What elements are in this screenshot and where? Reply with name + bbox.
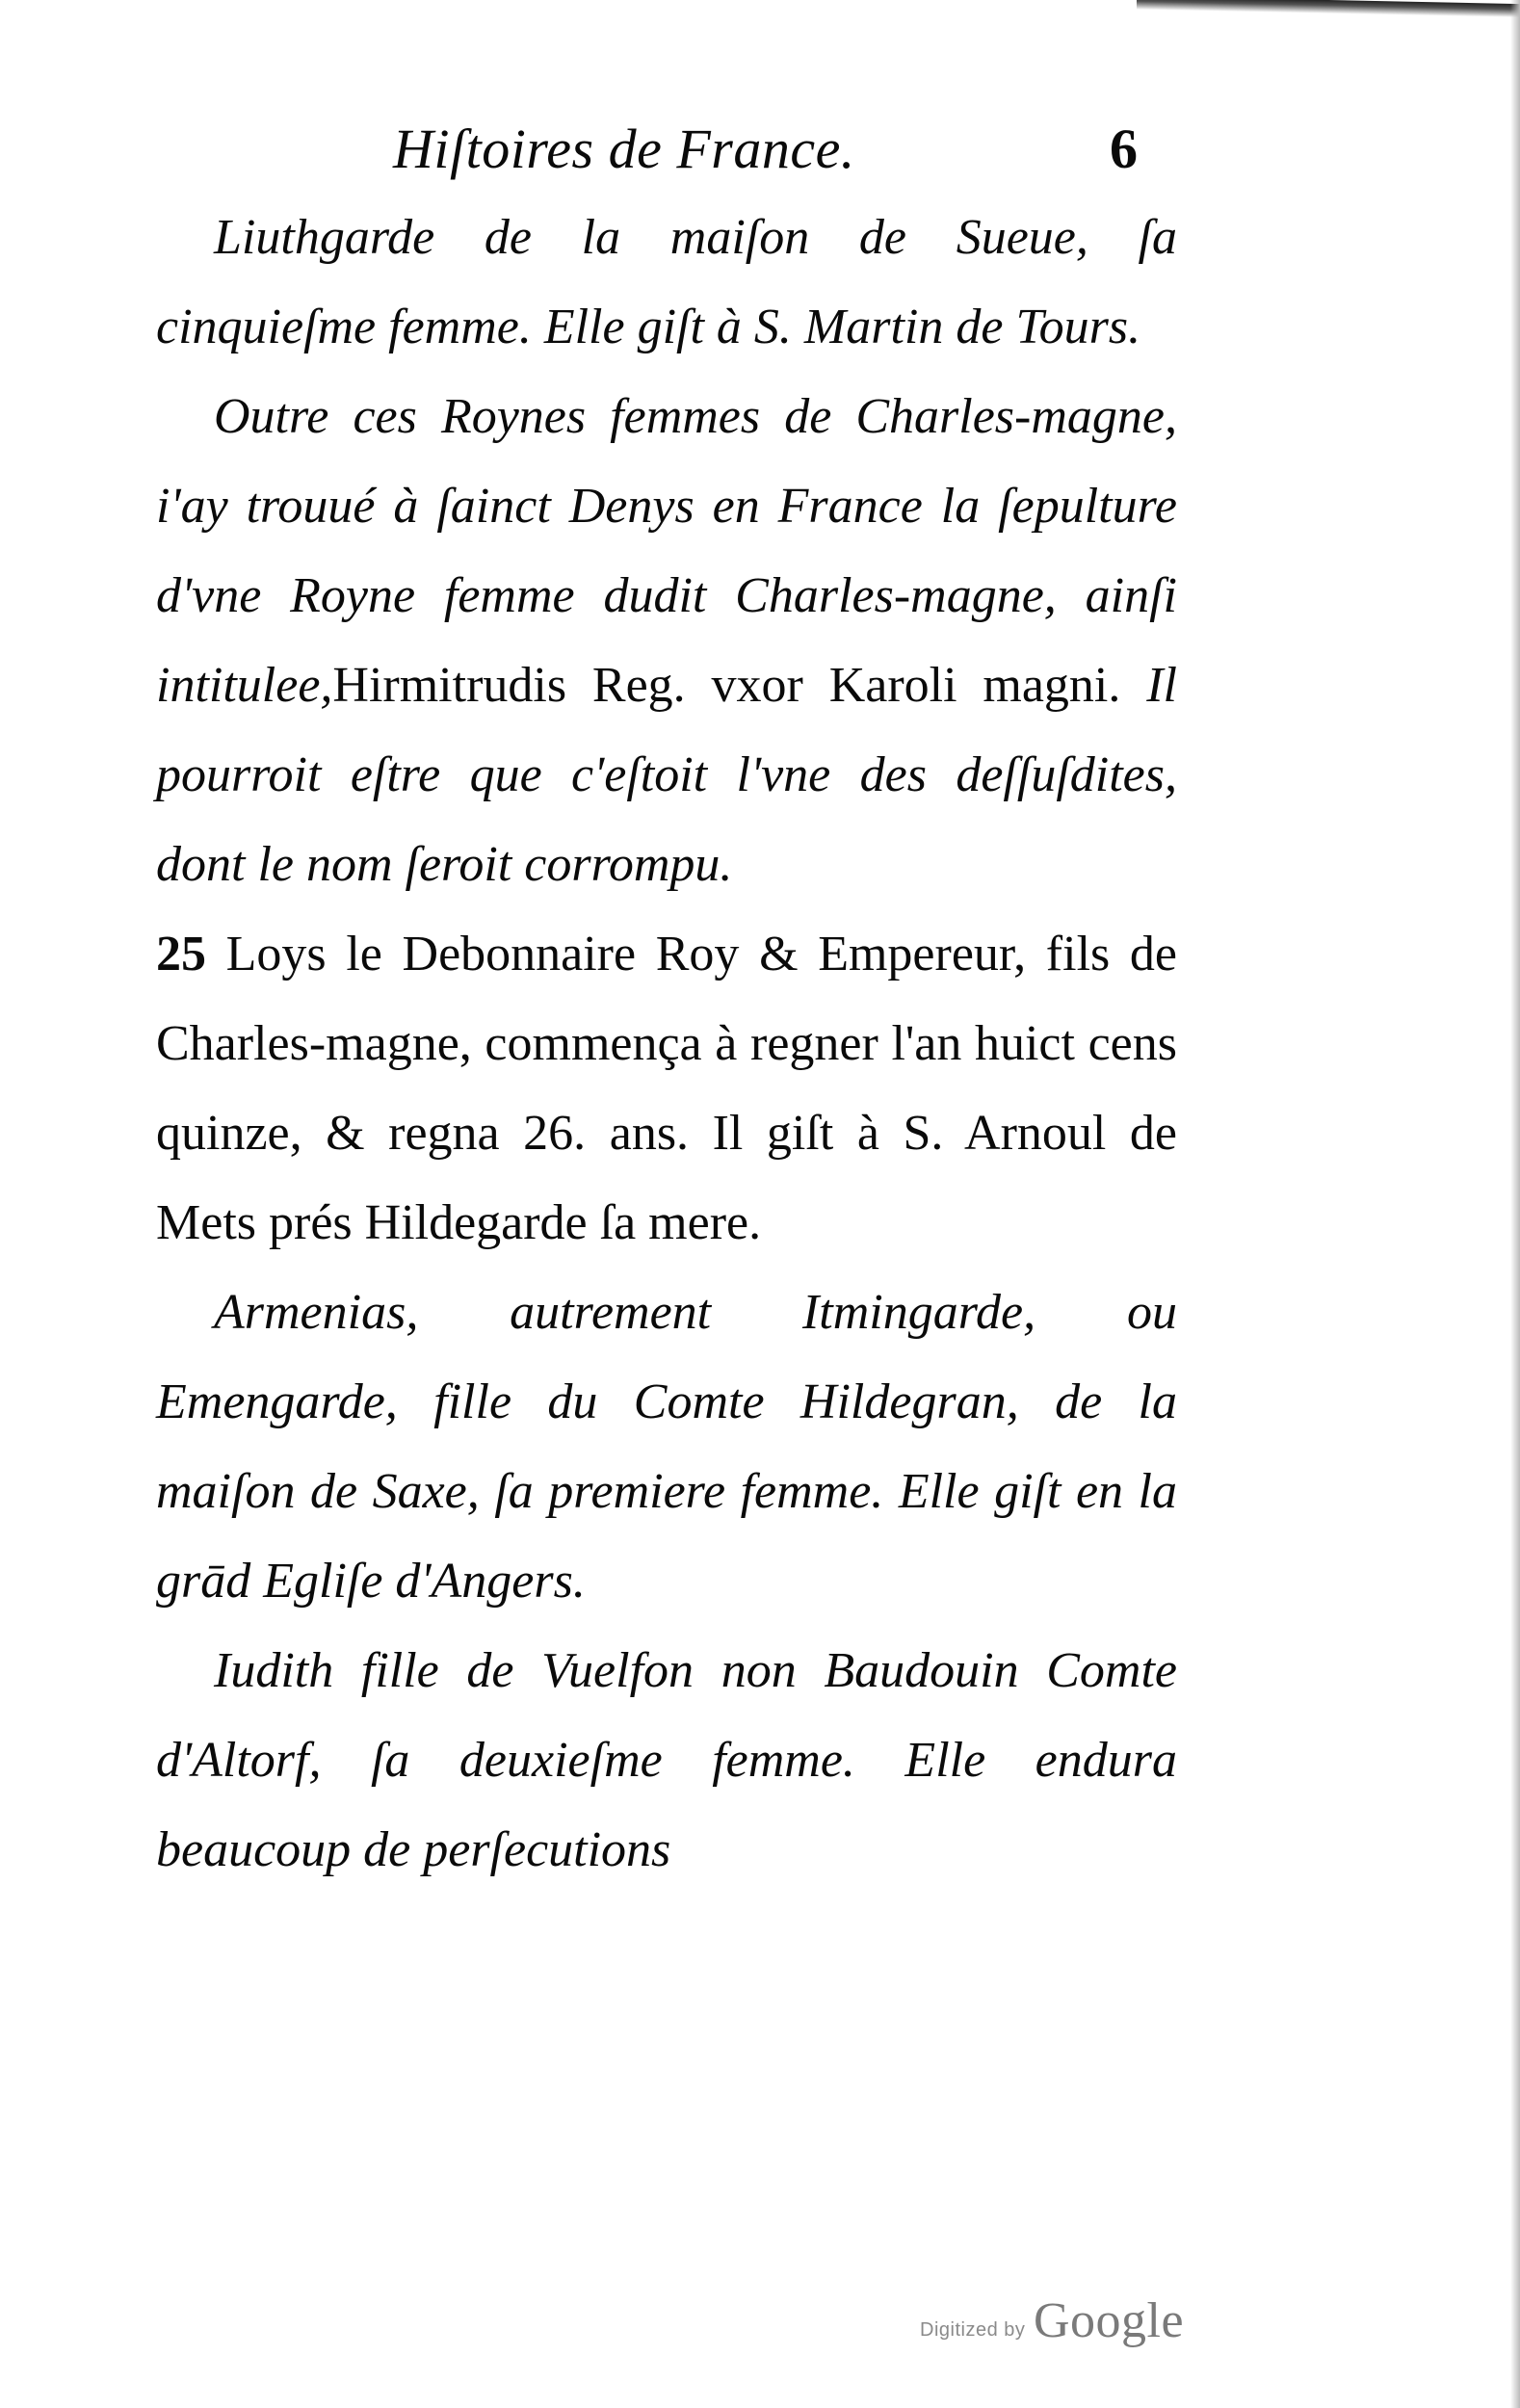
body-text — [156, 193, 1177, 1895]
paragraph-iudith — [156, 1626, 1177, 1895]
book-page — [144, 87, 1194, 2090]
digitized-by-label: Digitized by — [920, 2319, 1026, 2341]
running-title: Hiſtoires de France. — [393, 118, 855, 180]
paragraph-armenias — [156, 1268, 1177, 1626]
reign-number: 25 — [156, 927, 206, 982]
scan-edge-shadow-right — [1510, 0, 1520, 2408]
paragraph-text: Iudith fille de Vuelfon non Baudouin Comte d'Altorf, ſa deuxieſme femme. Elle endura beaucoup de perſecutions — [156, 1643, 1177, 1877]
digitized-by-google-watermark — [920, 2292, 1238, 2360]
paragraph-loys-le-debonnaire — [156, 909, 1177, 1268]
paragraph-text: Outre ces Roynes femmes de Charles-magne, i'ay trouué à ſainct Denys en France la ſepulture d'vne Royne femme dudit Charles-magne, ainſi intitulee, — [156, 389, 1177, 713]
paragraph-outre-ces-roynes — [156, 372, 1177, 909]
scan-edge-shadow-top — [1137, 0, 1520, 17]
epitaph-inscription: Hirmitrudis Reg. vxor Karoli magni. — [332, 658, 1121, 713]
google-logo: Google — [1034, 2293, 1185, 2348]
paragraph-text: Loys le Debonnaire Roy & Empereur, fils de Charles-magne, commença à regner l'an huict cens quinze, & regna 26. ans. Il giſt à S. Arnoul de Mets prés Hildegarde ſa mere. — [156, 927, 1177, 1250]
page-number: 6 — [1110, 118, 1138, 180]
paragraph-text: Armenias, autrement Itmingarde, ou Emengarde, fille du Comte Hildegran, de la maiſon de Saxe, ſa premiere femme. Elle giſt en la grād Egliſe d'Angers. — [156, 1285, 1177, 1609]
running-head — [144, 106, 1194, 202]
paragraph-text: Liuthgarde de la maiſon de Sueue, ſa cinquieſme femme. Elle giſt à S. Martin de Tours. — [156, 210, 1177, 354]
paragraph-text: Il pourroit eſtre que c'eſtoit l'vne des deſſuſdites, dont le nom ſeroit corrompu. — [156, 658, 1178, 892]
paragraph-liuthgarde — [156, 193, 1177, 372]
